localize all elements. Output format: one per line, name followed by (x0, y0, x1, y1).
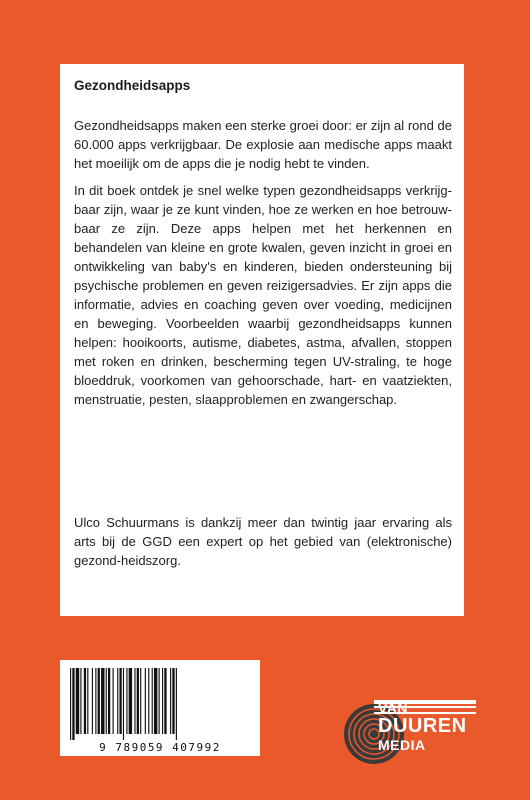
barcode (60, 660, 260, 756)
barcode-bar (148, 668, 149, 734)
barcode-bar (126, 668, 127, 734)
barcode-bar (113, 668, 114, 734)
barcode-bar (101, 668, 104, 734)
barcode-bar (98, 668, 100, 734)
barcode-bar (123, 668, 124, 740)
publisher-logo (336, 682, 476, 772)
barcode-bar (140, 668, 141, 734)
description-panel (60, 64, 464, 616)
barcode-bar (137, 668, 139, 734)
barcode-bar (95, 668, 96, 734)
barcode-bar (172, 668, 174, 734)
barcode-bar (162, 668, 163, 734)
logo-text-media: MEDIA (378, 737, 426, 753)
barcode-bar (164, 668, 166, 734)
barcode-bar (80, 668, 81, 734)
barcode-bar (159, 668, 160, 734)
barcode-bar (117, 668, 118, 734)
barcode-bar (170, 668, 171, 734)
barcode-bar (92, 668, 93, 734)
intro-paragraph: Gezondheidsapps maken een sterke groei door: er zijn al rond de 60.000 apps verkrijgbaar. De explosie aan medische apps maakt het moeilijk om de apps die je nodig hebt te vinden. (74, 118, 452, 171)
barcode-bar (145, 668, 146, 734)
barcode-bar (84, 668, 86, 734)
barcode-bar (152, 668, 153, 734)
logo-text-van: VAN (378, 700, 409, 716)
barcode-bar (154, 668, 157, 734)
barcode-bar (70, 668, 71, 740)
barcode-bar (108, 668, 110, 734)
barcode-bar (129, 668, 132, 734)
barcode-bar (119, 668, 121, 734)
logo-text-duuren: DUUREN (378, 715, 467, 737)
barcode-bar (176, 668, 177, 740)
barcode-bars (68, 668, 252, 740)
heading: Gezondheidsapps (74, 78, 191, 93)
author-paragraph: Ulco Schuurmans is dankzij meer dan twintig jaar ervaring als arts bij de GGD een expert op het gebied van (elektronische) gezond-heidszorg. (74, 515, 452, 568)
barcode-bar (87, 668, 88, 734)
isbn-number: 9 789059 407992 (99, 741, 221, 754)
barcode-bar (106, 668, 107, 734)
content-paragraph: In dit boek ontdek je snel welke typen gezondheidsapps verkrijg-baar zijn, waar je ze kunt vinden, hoe ze werken en hoe betrouw-baar ze zijn. Deze apps helpen met het herkennen en behandelen van kleine en grote kwalen, geven inzicht in groei en ontwikkeling van baby's en kinderen, bieden ondersteuning bij psychische problemen en geven reizigersadvies. Er zijn apps die informatie, advies en coaching geven over voeding, medicijnen en beweging. Voorbeelden waarbij gezondheidsapps kunnen helpen: hooikoorts, autisme, diabetes, astma, afvallen, stoppen met roken en drinken, bescherming tegen UV-straling, te hoge bloeddruk, voorkomen van gehoorschade, hart- en vaatziekten, menstruatie, pesten, slaapproblemen en zwangerschap. (74, 183, 452, 407)
barcode-bar (76, 668, 79, 734)
barcode-bar (134, 668, 135, 734)
barcode-bar (72, 668, 74, 740)
